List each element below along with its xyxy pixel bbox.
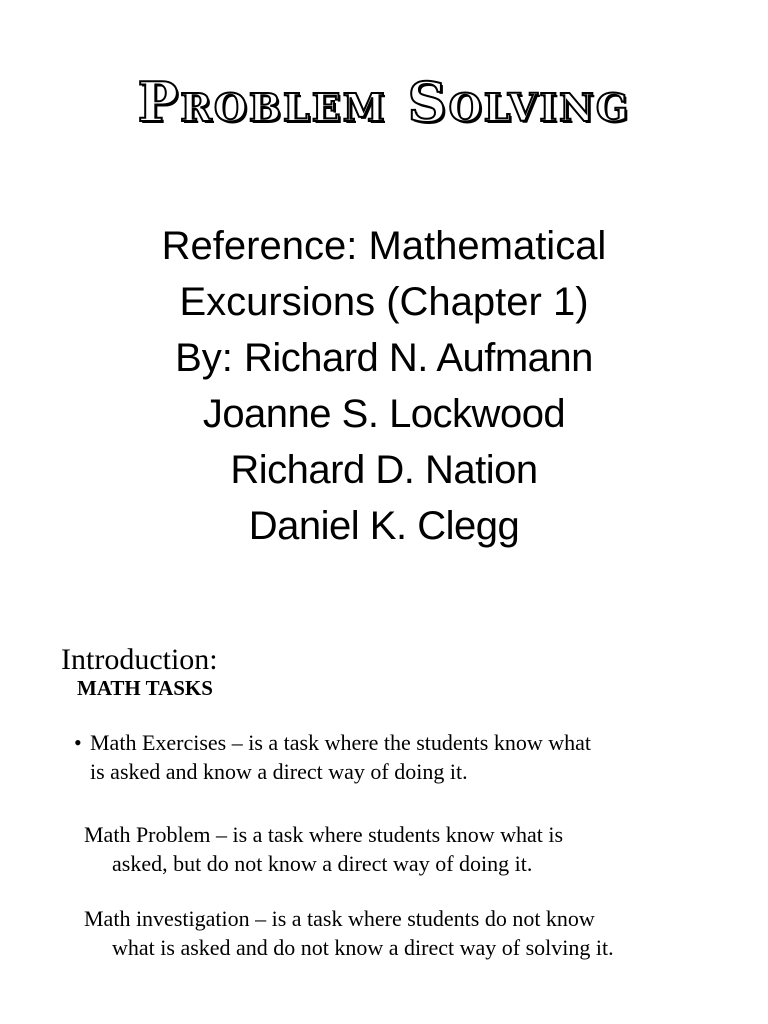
introduction-heading: Introduction: bbox=[61, 643, 218, 676]
by-label: By: bbox=[175, 336, 244, 380]
math-tasks-heading: MATH TASKS bbox=[77, 676, 213, 700]
paragraph-text: Math Exercises – is a task where the students know what bbox=[90, 730, 591, 755]
author-name: Daniel K. Clegg bbox=[248, 504, 520, 548]
reference-block bbox=[0, 218, 768, 554]
author-name: Richard D. Nation bbox=[230, 448, 538, 492]
paragraph-line: Math Problem – is a task where students know what is bbox=[84, 822, 564, 847]
bullet-icon: • bbox=[74, 730, 82, 755]
math-problem-paragraph bbox=[84, 820, 704, 878]
paragraph-line: what is asked and do not know a direct way of solving it. bbox=[112, 935, 614, 960]
author-name: Richard N. Aufmann bbox=[243, 336, 593, 380]
author-name: Joanne S. Lockwood bbox=[202, 392, 566, 436]
page-title: Problem Solving bbox=[137, 70, 631, 134]
paragraph-line bbox=[74, 728, 714, 757]
reference-line-1: Reference: Mathematical bbox=[161, 224, 607, 268]
paragraph-line: asked, but do not know a direct way of doing it. bbox=[112, 851, 533, 876]
reference-line-2: Excursions (Chapter 1) bbox=[179, 280, 589, 324]
paragraph-line: Math investigation – is a task where students do not know bbox=[84, 906, 595, 931]
math-investigation-paragraph bbox=[84, 904, 724, 962]
paragraph-line: is asked and know a direct way of doing it. bbox=[90, 759, 468, 784]
author-line-1 bbox=[0, 330, 768, 386]
math-exercises-paragraph bbox=[74, 728, 714, 786]
